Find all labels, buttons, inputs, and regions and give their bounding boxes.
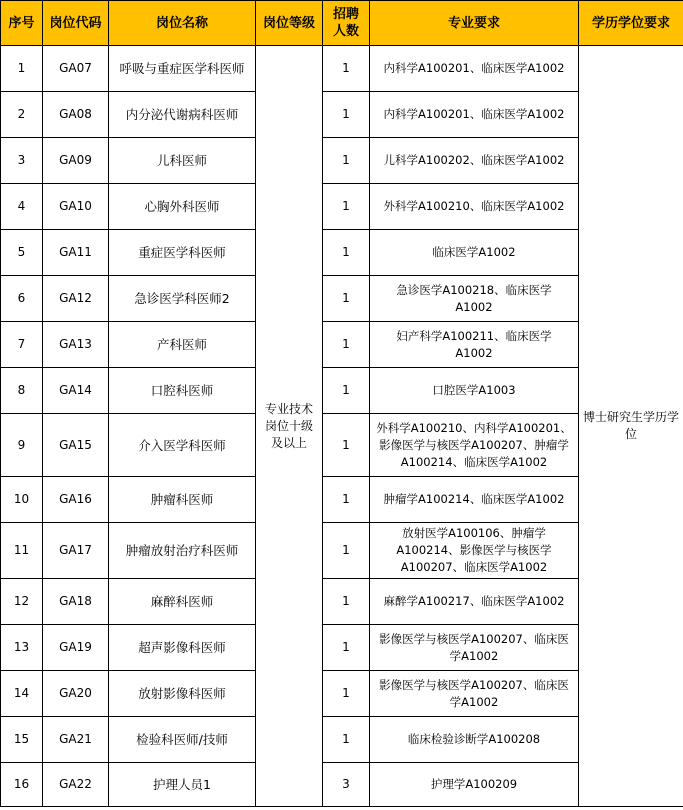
header-seq: 序号	[1, 1, 43, 46]
cell-seq: 3	[1, 138, 43, 184]
header-count: 招聘人数	[323, 1, 370, 46]
cell-name: 口腔科医师	[109, 368, 256, 414]
cell-major: 麻醉学A100217、临床医学A1002	[370, 579, 579, 625]
cell-major: 外科学A100210、临床医学A1002	[370, 184, 579, 230]
header-name: 岗位名称	[109, 1, 256, 46]
cell-edu-shared: 博士研究生学历学位	[579, 46, 683, 807]
cell-code: GA22	[43, 763, 109, 807]
cell-code: GA20	[43, 671, 109, 717]
cell-code: GA08	[43, 92, 109, 138]
cell-code: GA21	[43, 717, 109, 763]
cell-name: 儿科医师	[109, 138, 256, 184]
cell-code: GA14	[43, 368, 109, 414]
cell-code: GA12	[43, 276, 109, 322]
cell-seq: 6	[1, 276, 43, 322]
cell-major: 放射医学A100106、肿瘤学A100214、影像医学与核医学A100207、临床医学A1002	[370, 523, 579, 579]
cell-major: 外科学A100210、内科学A100201、影像医学与核医学A100207、肿瘤学A100214、临床医学A1002	[370, 414, 579, 477]
cell-name: 急诊医学科医师2	[109, 276, 256, 322]
cell-count: 1	[323, 322, 370, 368]
cell-code: GA19	[43, 625, 109, 671]
cell-count: 1	[323, 46, 370, 92]
cell-count: 1	[323, 625, 370, 671]
cell-count: 1	[323, 717, 370, 763]
cell-count: 1	[323, 138, 370, 184]
cell-name: 麻醉科医师	[109, 579, 256, 625]
cell-major: 肿瘤学A100214、临床医学A1002	[370, 477, 579, 523]
cell-count: 3	[323, 763, 370, 807]
cell-name: 重症医学科医师	[109, 230, 256, 276]
cell-seq: 11	[1, 523, 43, 579]
cell-seq: 10	[1, 477, 43, 523]
cell-name: 内分泌代谢病科医师	[109, 92, 256, 138]
cell-seq: 14	[1, 671, 43, 717]
cell-major: 护理学A100209	[370, 763, 579, 807]
header-code: 岗位代码	[43, 1, 109, 46]
cell-major: 儿科学A100202、临床医学A1002	[370, 138, 579, 184]
cell-seq: 13	[1, 625, 43, 671]
table-header-row	[1, 1, 683, 46]
cell-name: 超声影像科医师	[109, 625, 256, 671]
cell-name: 介入医学科医师	[109, 414, 256, 477]
cell-seq: 15	[1, 717, 43, 763]
cell-count: 1	[323, 230, 370, 276]
cell-seq: 4	[1, 184, 43, 230]
cell-seq: 7	[1, 322, 43, 368]
cell-count: 1	[323, 477, 370, 523]
table-row	[1, 46, 683, 92]
cell-code: GA11	[43, 230, 109, 276]
header-level: 岗位等级	[256, 1, 323, 46]
cell-major: 内科学A100201、临床医学A1002	[370, 92, 579, 138]
cell-count: 1	[323, 184, 370, 230]
cell-seq: 2	[1, 92, 43, 138]
cell-seq: 5	[1, 230, 43, 276]
cell-major: 妇产科学A100211、临床医学A1002	[370, 322, 579, 368]
cell-count: 1	[323, 523, 370, 579]
cell-code: GA16	[43, 477, 109, 523]
cell-name: 护理人员1	[109, 763, 256, 807]
cell-major: 影像医学与核医学A100207、临床医学A1002	[370, 625, 579, 671]
cell-name: 肿瘤放射治疗科医师	[109, 523, 256, 579]
cell-major: 急诊医学A100218、临床医学A1002	[370, 276, 579, 322]
header-edu: 学历学位要求	[579, 1, 683, 46]
cell-level-shared: 专业技术岗位十级及以上	[256, 46, 323, 807]
cell-code: GA17	[43, 523, 109, 579]
cell-name: 产科医师	[109, 322, 256, 368]
cell-name: 呼吸与重症医学科医师	[109, 46, 256, 92]
cell-name: 检验科医师/技师	[109, 717, 256, 763]
cell-count: 1	[323, 368, 370, 414]
cell-count: 1	[323, 579, 370, 625]
cell-count: 1	[323, 414, 370, 477]
cell-code: GA10	[43, 184, 109, 230]
cell-code: GA15	[43, 414, 109, 477]
cell-seq: 8	[1, 368, 43, 414]
cell-count: 1	[323, 92, 370, 138]
cell-count: 1	[323, 671, 370, 717]
cell-seq: 16	[1, 763, 43, 807]
cell-major: 口腔医学A1003	[370, 368, 579, 414]
cell-name: 心胸外科医师	[109, 184, 256, 230]
cell-count: 1	[323, 276, 370, 322]
cell-name: 肿瘤科医师	[109, 477, 256, 523]
cell-major: 临床检验诊断学A100208	[370, 717, 579, 763]
cell-code: GA18	[43, 579, 109, 625]
cell-code: GA07	[43, 46, 109, 92]
cell-seq: 9	[1, 414, 43, 477]
header-major: 专业要求	[370, 1, 579, 46]
cell-major: 临床医学A1002	[370, 230, 579, 276]
cell-seq: 1	[1, 46, 43, 92]
cell-code: GA13	[43, 322, 109, 368]
cell-name: 放射影像科医师	[109, 671, 256, 717]
cell-major: 内科学A100201、临床医学A1002	[370, 46, 579, 92]
cell-code: GA09	[43, 138, 109, 184]
cell-major: 影像医学与核医学A100207、临床医学A1002	[370, 671, 579, 717]
cell-seq: 12	[1, 579, 43, 625]
